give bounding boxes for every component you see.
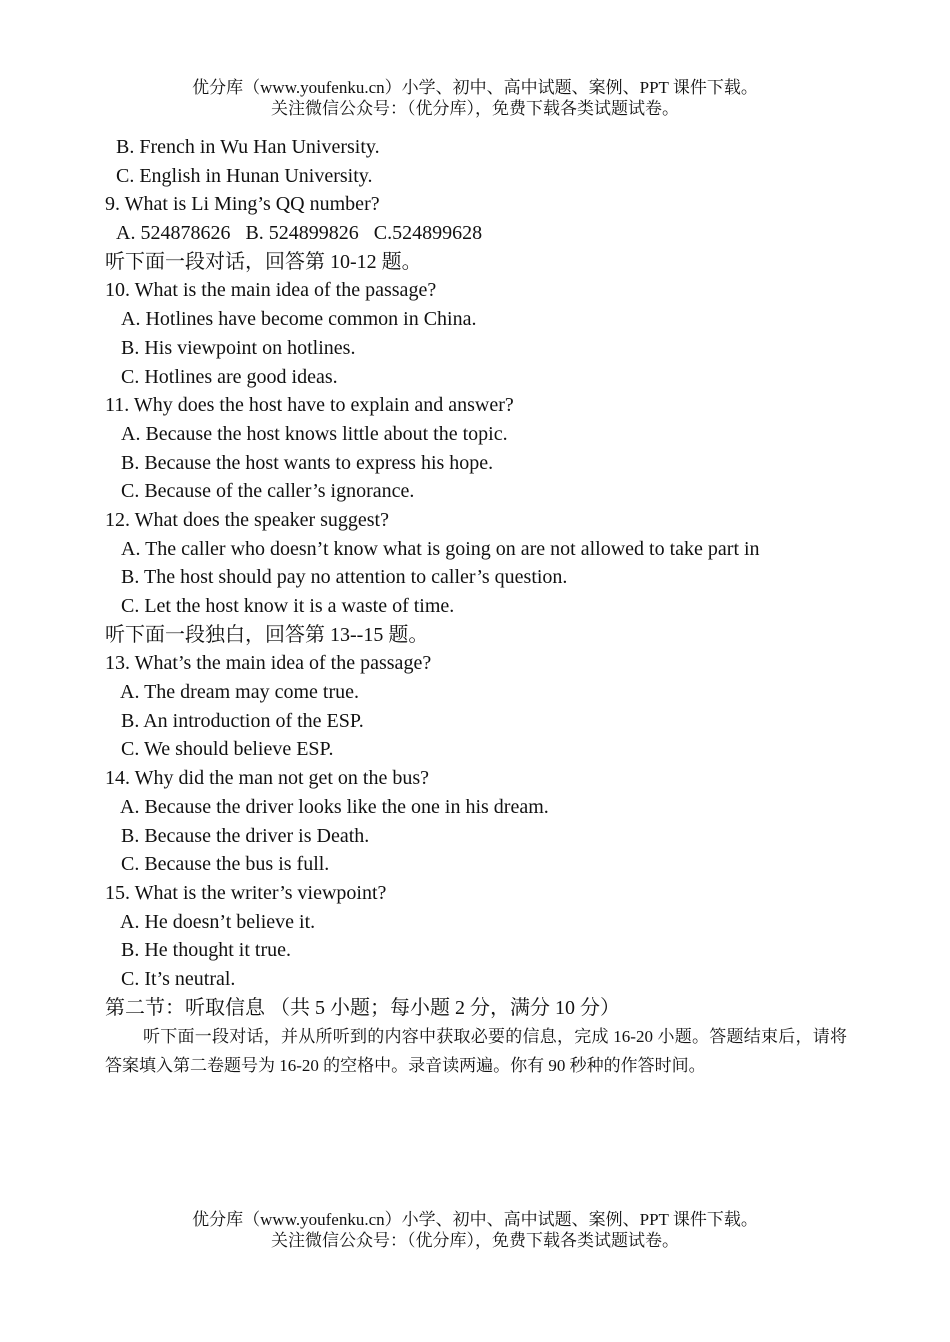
q14-option-a: A. Because the driver looks like the one in his dream. bbox=[120, 795, 549, 818]
page-header bbox=[0, 77, 950, 119]
instruction-10-12: 听下面一段对话，回答第 10-12 题。 bbox=[105, 250, 422, 273]
section2-instruction: 听下面一段对话，并从所听到的内容中获取必要的信息，完成 16-20 小题。答题结束后，请将答案填入第二卷题号为 16-20 的空格中。录音读两遍。你有 90 秒种的作答时间。 bbox=[105, 1027, 847, 1076]
q12-option-b: B. The host should pay no attention to caller’s question. bbox=[121, 566, 568, 589]
header-line-1: 优分库（www.youfenku.cn）小学、初中、高中试题、案例、PPT 课件下载。 bbox=[192, 78, 758, 97]
page-footer bbox=[0, 1209, 950, 1251]
q15-option-c: C. It’s neutral. bbox=[121, 967, 236, 990]
q10-option-c: C. Hotlines are good ideas. bbox=[121, 365, 338, 388]
q11-question: 11. Why does the host have to explain and answer? bbox=[105, 394, 514, 417]
q13-question: 13. What’s the main idea of the passage? bbox=[105, 652, 432, 675]
q14-option-b: B. Because the driver is Death. bbox=[121, 824, 370, 847]
q13-option-c: C. We should believe ESP. bbox=[121, 738, 334, 761]
q12-option-a: A. The caller who doesn’t know what is going on are not allowed to take part in bbox=[121, 537, 760, 560]
q15-option-b: B. He thought it true. bbox=[121, 939, 291, 962]
section2-title: 第二节：听取信息 （共 5 小题；每小题 2 分，满分 10 分） bbox=[105, 996, 620, 1019]
q13-option-b: B. An introduction of the ESP. bbox=[121, 709, 364, 732]
q15-question: 15. What is the writer’s viewpoint? bbox=[105, 881, 387, 904]
instruction-13-15: 听下面一段独白，回答第 13--15 题。 bbox=[105, 623, 429, 646]
q15-option-a: A. He doesn’t believe it. bbox=[120, 910, 316, 933]
footer-line-1: 优分库（www.youfenku.cn）小学、初中、高中试题、案例、PPT 课件下载。 bbox=[192, 1210, 758, 1229]
footer-line-2: 关注微信公众号：（优分库），免费下载各类试题试卷。 bbox=[271, 1231, 679, 1250]
q14-question: 14. Why did the man not get on the bus? bbox=[105, 767, 430, 790]
q11-option-c: C. Because of the caller’s ignorance. bbox=[121, 480, 415, 503]
exam-content bbox=[105, 133, 850, 1080]
header-line-2: 关注微信公众号：（优分库），免费下载各类试题试卷。 bbox=[271, 99, 679, 118]
q8-option-c: C. English in Hunan University. bbox=[116, 164, 373, 187]
q9-options: A. 524878626 B. 524899826 C.524899628 bbox=[116, 222, 483, 245]
q10-option-b: B. His viewpoint on hotlines. bbox=[121, 336, 356, 359]
q12-question: 12. What does the speaker suggest? bbox=[105, 508, 389, 531]
q9-question: 9. What is Li Ming’s QQ number? bbox=[105, 193, 380, 216]
q8-option-b: B. French in Wu Han University. bbox=[116, 136, 380, 158]
q11-option-b: B. Because the host wants to express his hope. bbox=[121, 451, 494, 474]
q13-option-a: A. The dream may come true. bbox=[120, 681, 359, 704]
q11-option-a: A. Because the host knows little about the topic. bbox=[121, 422, 508, 445]
q10-option-a: A. Hotlines have become common in China. bbox=[121, 308, 477, 331]
q12-option-c: C. Let the host know it is a waste of time. bbox=[121, 595, 455, 617]
q14-option-c: C. Because the bus is full. bbox=[121, 853, 330, 876]
q10-question: 10. What is the main idea of the passage? bbox=[105, 279, 437, 302]
